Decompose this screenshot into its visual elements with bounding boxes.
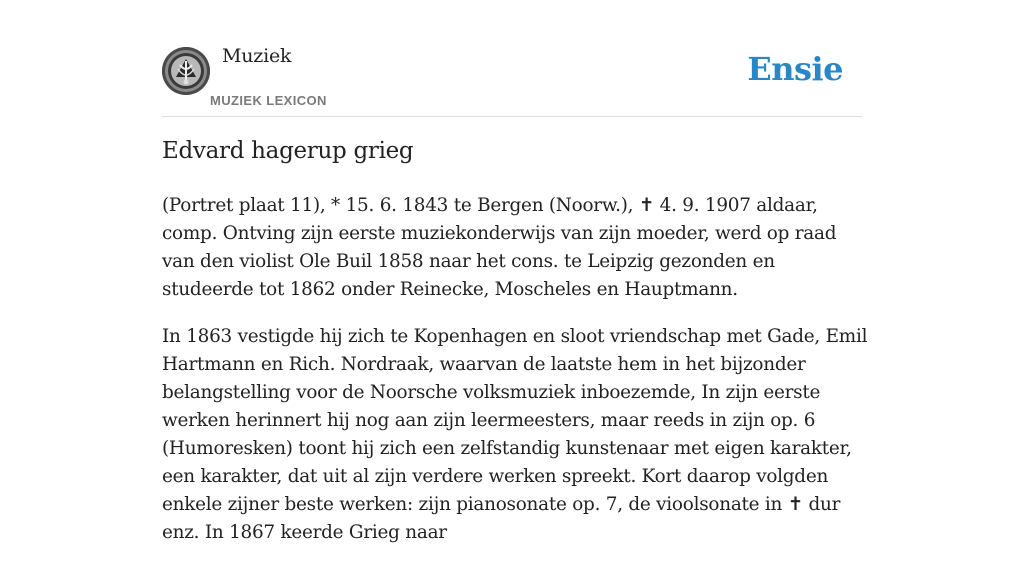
- music-emblem-icon[interactable]: [162, 47, 210, 95]
- brand-logo[interactable]: Ensie: [747, 50, 843, 88]
- article-paragraph: (Portret plaat 11), * 15. 6. 1843 te Bergen (Noorw.), ✝ 4. 9. 1907 aldaar, comp. Ontving zijn eerste muziekonderwijs van zijn moeder, werd op raad van den violist Ole Buil 1858 naar het cons. te Leipzig gezonden en studeerde tot 1862 onder Reinecke, Moscheles en Hauptmann.: [162, 195, 837, 300]
- collection-subtitle[interactable]: MUZIEK LEXICON: [210, 93, 327, 108]
- header: [162, 0, 862, 117]
- article-body: [162, 192, 868, 566]
- article-title: Edvard hagerup grieg: [162, 138, 414, 164]
- article-paragraph: In 1863 vestigde hij zich te Kopenhagen en sloot vriendschap met Gade, Emil Hartmann en Rich. Nordraak, waarvan de laatste hem in het bijzonder belangstelling voor de Noorsche volksmuziek inboezemde, In zijn eerste werken herinnert hij nog aan zijn leermeesters, maar reeds in zijn op. 6 (Humoresken) toont hij zich een zelfstandig kunstenaar met eigen karakter, een karakter, dat uit al zijn verdere werken spreekt. Kort daarop volgden enkele zijner beste werken: zijn pianosonate op. 7, de vioolsonate in ✝ dur enz. In 1867 keerde Grieg naar: [162, 326, 868, 543]
- collection-name[interactable]: Muziek: [222, 45, 292, 67]
